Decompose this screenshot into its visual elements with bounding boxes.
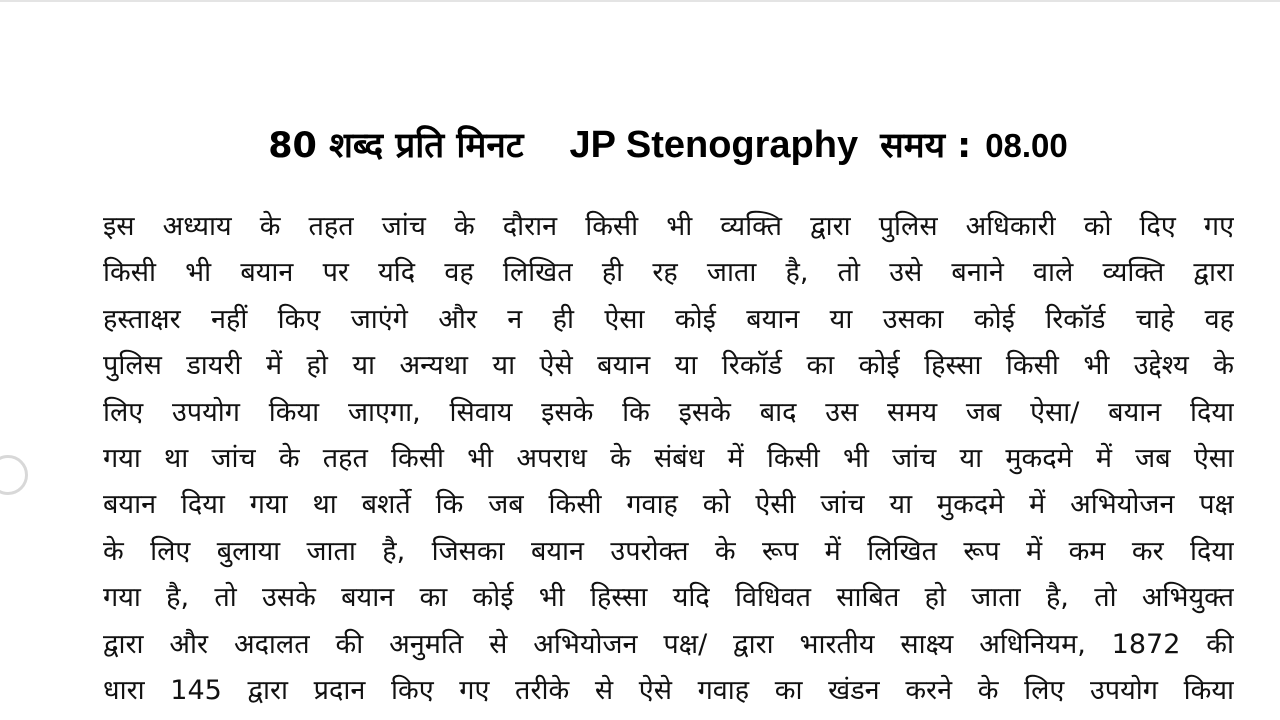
passage-line: गया है, तो उसके बयान का कोई भी हिस्सा यदि विधिवत साबित हो जाता है, तो अभियुक्त	[103, 582, 1234, 614]
passage-line: किसी भी बयान पर यदि वह लिखित ही रह जाता है, तो उसे बनाने वाले व्यक्ति द्वारा	[103, 257, 1234, 289]
passage-line: द्वारा और अदालत की अनुमति से अभियोजन पक्ष/ द्वारा भारतीय साक्ष्य अधिनियम, 1872 की	[103, 628, 1234, 660]
passage-line: गया था जांच के तहत किसी भी अपराध के संबंध में किसी भी जांच या मुकदमे में जब ऐसा	[103, 442, 1234, 474]
title-speed: 80 शब्द प्रति मिनट	[268, 126, 524, 166]
title-brand: JP Stenography	[569, 124, 859, 166]
page-title	[0, 118, 1280, 173]
passage-body	[103, 204, 1234, 714]
top-border	[0, 0, 1280, 2]
passage-line: लिए उपयोग किया जाएगा, सिवाय इसके कि इसके बाद उस समय जब ऐसा/ बयान दिया	[103, 396, 1234, 428]
passage-line: धारा 145 द्वारा प्रदान किए गए तरीके से ऐसे गवाह का खंडन करने के लिए उपयोग किया	[103, 674, 1234, 706]
passage-line: इस अध्याय के तहत जांच के दौरान किसी भी व्यक्ति द्वारा पुलिस अधिकारी को दिए गए	[103, 211, 1234, 242]
scroll-handle[interactable]	[0, 455, 28, 495]
passage-line: हस्ताक्षर नहीं किए जाएंगे और न ही ऐसा कोई बयान या उसका कोई रिकॉर्ड चाहे वह	[103, 303, 1234, 335]
passage-line: के लिए बुलाया जाता है, जिसका बयान उपरोक्त के रूप में लिखित रूप में कम कर दिया	[103, 535, 1234, 567]
title-time-value: 08.00	[985, 127, 1068, 164]
passage-line: पुलिस डायरी में हो या अन्यथा या ऐसे बयान या रिकॉर्ड का कोई हिस्सा किसी भी उद्देश्य के	[103, 350, 1234, 382]
passage-line: बयान दिया गया था बशर्ते कि जब किसी गवाह को ऐसी जांच या मुकदमे में अभियोजन पक्ष	[103, 489, 1234, 521]
title-time-label: समय :	[880, 126, 972, 166]
